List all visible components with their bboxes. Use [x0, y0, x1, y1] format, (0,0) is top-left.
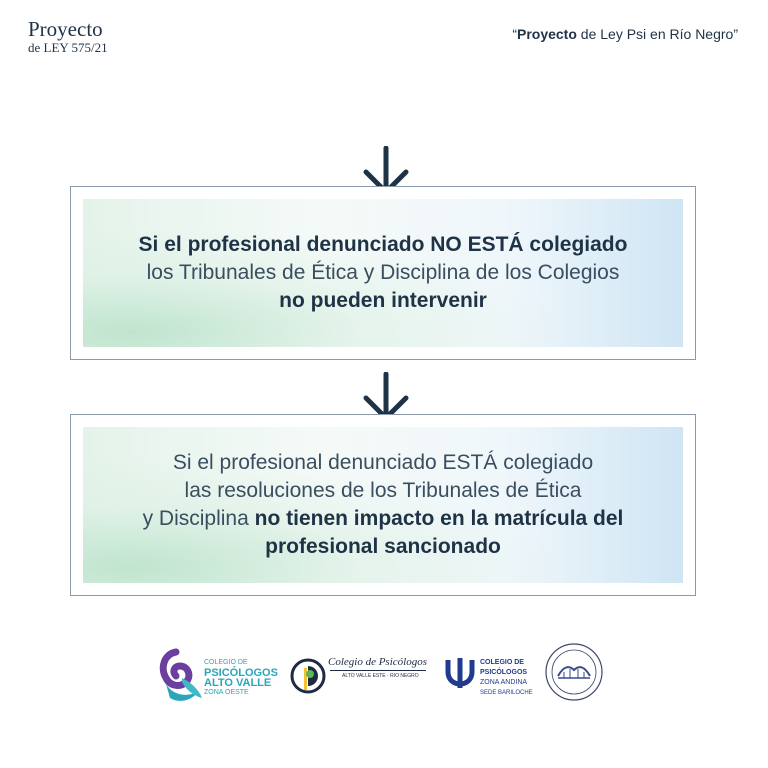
header-right-quote — [512, 26, 738, 42]
panel1-line1: Si el profesional denunciado NO ESTÁ colegiado — [138, 233, 628, 256]
logo3-line4: SEDE BARILOCHE — [480, 690, 533, 696]
header-left — [28, 18, 108, 56]
logo1-line1: COLEGIO DE — [204, 659, 248, 666]
logo1-line3: ALTO VALLE — [204, 677, 272, 689]
q-wave-logo-icon — [158, 648, 206, 704]
bridge-seal-logo-icon — [544, 642, 604, 702]
panel2-line4: profesional sancionado — [265, 535, 501, 558]
panel-colegiado-content — [83, 427, 683, 583]
panel2-line3 — [143, 505, 624, 533]
logo2-script: Colegio de Psicólogos — [328, 656, 427, 668]
panel1-line3: no pueden intervenir — [279, 289, 487, 312]
panel2-line3-normal: y Disciplina — [142, 507, 255, 530]
panel1-line2: los Tribunales de Ética y Disciplina de los Colegios — [146, 261, 620, 284]
header-title: Proyecto — [28, 17, 103, 41]
logo3-line3: ZONA ANDINA — [480, 679, 528, 686]
logo-alto-valle-oeste — [158, 638, 282, 704]
panel-not-colegiado-content — [83, 199, 683, 347]
quote-open: “ — [512, 26, 517, 42]
logo-alto-valle-este — [290, 638, 430, 704]
logos-row — [0, 638, 768, 710]
logo1-line2: PSICÓLOGOS — [204, 667, 278, 679]
panel2-line1: Si el profesional denunciado ESTÁ colegiado — [172, 451, 594, 474]
logo2-line2: ALTO VALLE ESTE · RIO NEGRO — [342, 673, 419, 679]
panel-not-colegiado — [70, 186, 696, 360]
logo3-line1: COLEGIO DE — [480, 659, 524, 666]
panel2-line3-bold: no tienen impacto en la matrícula del — [254, 507, 624, 530]
quote-rest: de Ley Psi en Río Negro” — [576, 26, 738, 42]
logo-zona-andina — [444, 638, 534, 704]
header-subtitle: de LEY 575/21 — [28, 40, 108, 55]
panel-colegiado — [70, 414, 696, 596]
logo1-line4: ZONA OESTE — [204, 689, 249, 696]
circle-p-logo-icon — [290, 658, 326, 694]
panel2-line2: las resoluciones de los Tribunales de Ética — [184, 479, 582, 502]
quote-bold: Proyecto — [516, 26, 577, 42]
logo-bridge-seal — [544, 638, 606, 704]
psi-logo-icon — [444, 656, 476, 690]
logo3-line2: PSICÓLOGOS — [480, 669, 528, 676]
